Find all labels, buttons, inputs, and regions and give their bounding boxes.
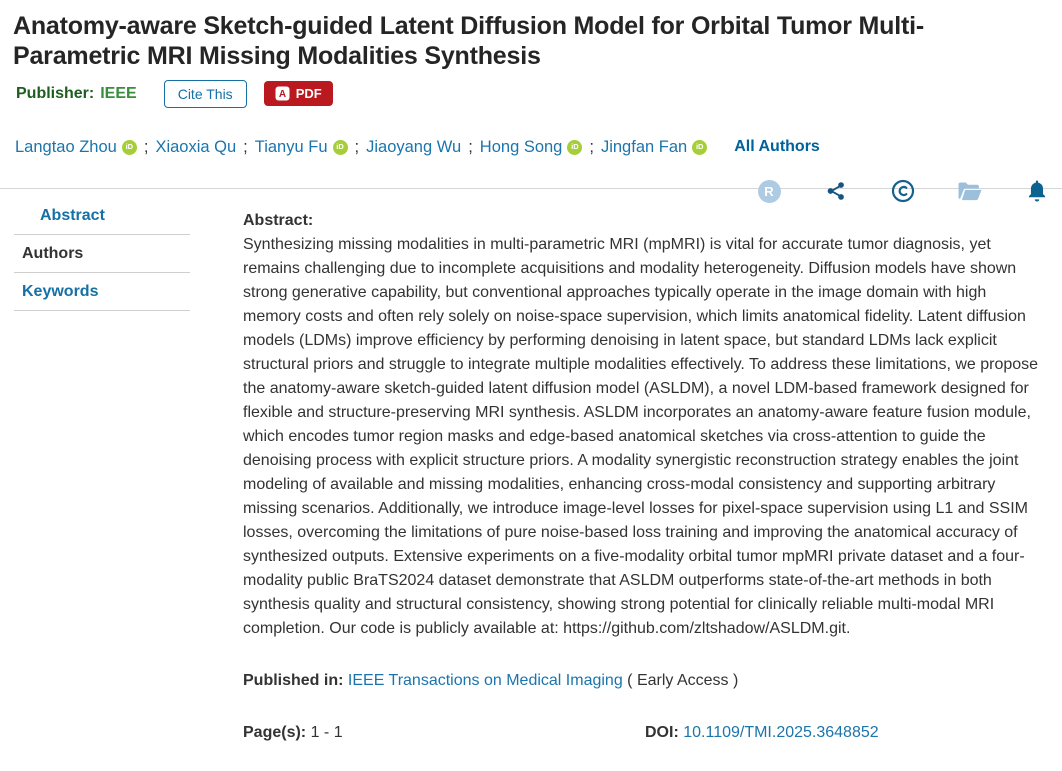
orcid-icon[interactable] — [567, 140, 582, 155]
author-link[interactable]: Hong Song — [479, 138, 563, 156]
sidebar-item-abstract[interactable] — [14, 197, 190, 235]
sidebar-item-keywords-label: Keywords — [22, 283, 99, 300]
share-icon — [825, 180, 847, 202]
document-actions-toolbar — [757, 178, 1049, 204]
author-link[interactable]: Tianyu Fu — [254, 138, 328, 156]
journal-link[interactable]: IEEE Transactions on Medical Imaging — [347, 672, 623, 689]
author-link[interactable]: Jingfan Fan — [600, 138, 688, 156]
author-separator: ; — [468, 138, 473, 156]
open-folder-icon — [957, 180, 983, 202]
svg-text:A: A — [278, 89, 286, 101]
abstract-section — [230, 189, 1062, 745]
sidebar-item-authors[interactable] — [14, 235, 190, 273]
doi-label: DOI: — [645, 724, 679, 741]
orcid-icon[interactable] — [333, 140, 348, 155]
pdf-file-icon — [275, 86, 290, 101]
copyright-button[interactable] — [891, 178, 915, 204]
published-in-label: Published in: — [243, 672, 344, 689]
publisher-name: IEEE — [100, 84, 137, 102]
author-separator: ; — [354, 138, 360, 156]
cite-this-button[interactable]: Cite This — [164, 80, 247, 108]
doi-field — [645, 721, 879, 745]
sidebar-item-authors-label: Authors — [22, 245, 84, 262]
alerts-button[interactable] — [1025, 178, 1049, 204]
early-access-note: ( Early Access ) — [627, 672, 739, 689]
pages-field — [243, 721, 645, 745]
abstract-text: Synthesizing missing modalities in multi-parametric MRI (mpMRI) is vital for accurate tumor diagnosis, yet remains challenging due to incomplete acquisitions and modality heterogeneity. Diffusion models have shown strong generative capability, but conventional approaches typically operate in the image domain with high memory costs and often rely solely on noise-space supervision, which limits anatomical fidelity. Latent diffusion models (LDMs) improve efficiency by performing denoising in latent space, but standard LDMs lack explicit structural priors and struggle to integrate multiple modalities effectively. To address these limitations, we propose the anatomy-aware sketch-guided latent diffusion model (ASLDM), a novel LDM-based framework designed for flexible and structure-preserving MRI synthesis. ASLDM incorporates an anatomy-aware feature fusion module, which encodes tumor region masks and edge-based anatomical sketches via cross-attention to guide the denoising process with explicit structure priors. A modality synergistic reconstruction strategy enables the joint modeling of available and missing modalities, enhancing cross-modal consistency and supporting arbitrary missing scenarios. Additionally, we introduce image-level losses for pixel-space supervision using L1 and SSIM losses, overcoming the limitations of pure noise-based loss training and improving the anatomical accuracy of synthesized outputs. Extensive experiments on a five-modality orbital tumor mpMRI private dataset and a four-modality public BraTS2024 dataset demonstrate that ASLDM outperforms state-of-the-art methods in both synthesis quality and structural consistency, showing strong potential for clinically reliable multi-modal MRI completion. Our code is publicly available at: https://github.com/zltshadow/ASLDM.git. — [243, 236, 1039, 637]
authors-row — [15, 136, 1062, 158]
share-button[interactable] — [824, 178, 848, 204]
author-link[interactable]: Jiaoyang Wu — [366, 138, 462, 156]
abstract-heading: Abstract: — [243, 212, 314, 229]
author-separator: ; — [143, 138, 149, 156]
copyright-icon — [891, 179, 915, 203]
pages-value: 1 - 1 — [310, 724, 343, 741]
rights-and-permissions-button[interactable] — [757, 178, 781, 204]
author-link[interactable]: Xiaoxia Qu — [155, 138, 237, 156]
bell-icon — [1026, 179, 1048, 203]
author-separator: ; — [243, 138, 248, 156]
pdf-button[interactable] — [264, 81, 333, 106]
save-to-project-button[interactable] — [958, 178, 982, 204]
orcid-icon[interactable] — [122, 140, 137, 155]
page-title: Anatomy-aware Sketch-guided Latent Diffusion Model for Orbital Tumor Multi-Parametric MRI Missing Modalities Synthesis — [13, 12, 924, 70]
rights-and-permissions-icon — [758, 180, 781, 203]
doi-link[interactable]: 10.1109/TMI.2025.3648852 — [683, 724, 879, 741]
sidebar-item-abstract-label: Abstract — [40, 207, 105, 224]
published-in-row — [243, 669, 1048, 693]
orcid-icon[interactable] — [692, 140, 707, 155]
author-separator: ; — [589, 138, 594, 156]
meta-row — [243, 721, 1048, 745]
pdf-button-label: PDF — [295, 86, 322, 101]
main-area — [0, 189, 1062, 745]
sidebar-item-keywords[interactable] — [14, 273, 190, 311]
publisher-label: Publisher: — [16, 84, 95, 102]
pages-label: Page(s): — [243, 724, 307, 741]
author-link[interactable]: Langtao Zhou — [15, 138, 117, 156]
publisher-row — [16, 78, 1062, 109]
all-authors-link[interactable]: All Authors — [734, 138, 820, 155]
section-nav — [0, 189, 230, 745]
